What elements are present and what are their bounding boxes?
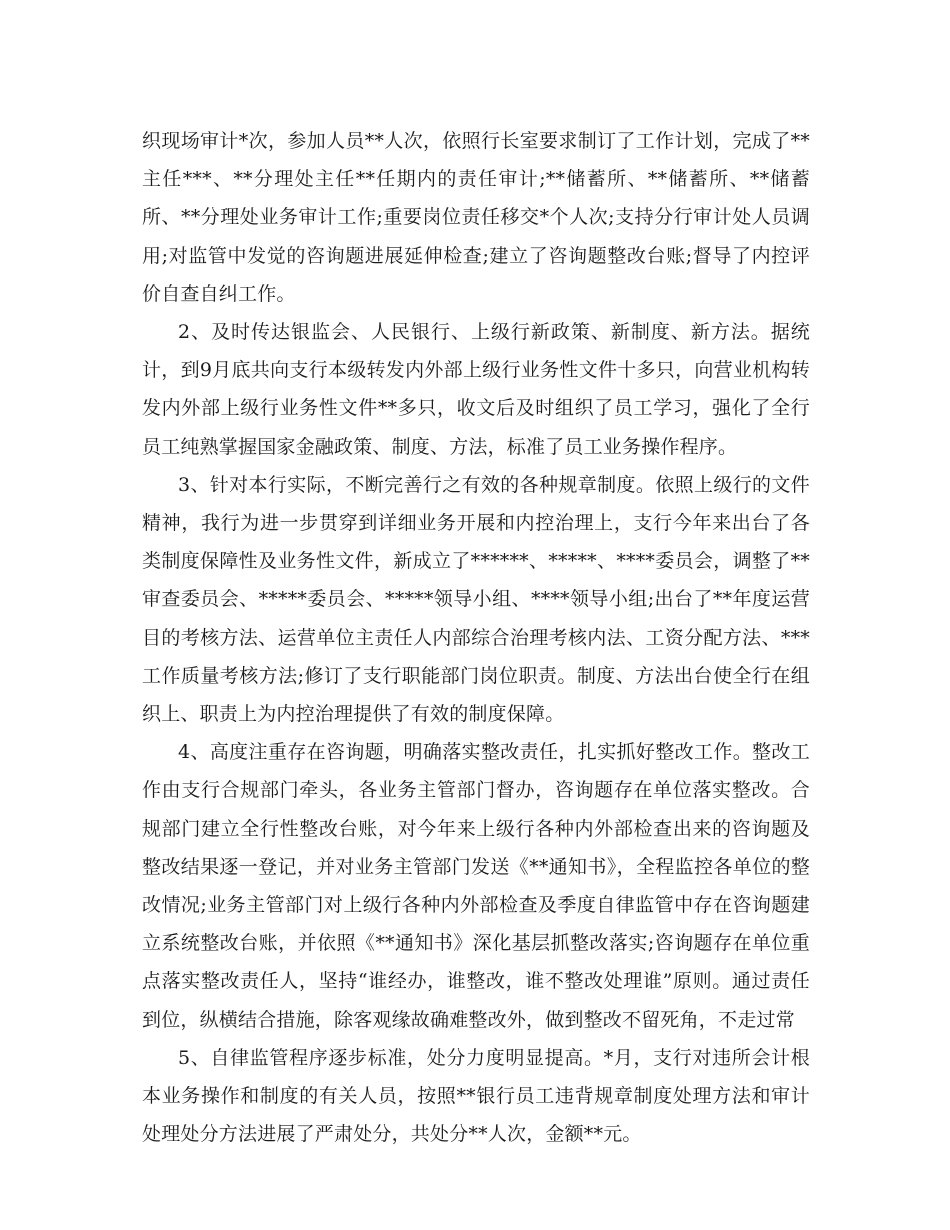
paragraph-2: 2、及时传达银监会、人民银行、上级行新政策、新制度、新方法。据统计，到9月底共向支行本级转发内外部上级行业务性文件十多只，向营业机构转发内外部上级行业务性文件**多只，收文后及时组织了员工学习，强化了全行员工纯熟掌握国家金融政策、制度、方法，标准了员工业务操作程序。 xyxy=(142,321,810,458)
document-body xyxy=(142,122,810,1153)
paragraph-5: 5、自律监管程序逐步标准，处分力度明显提高。*月，支行对违所会计根本业务操作和制度的有关人员，按照**银行员工违背规章制度处理方法和审计处理处分方法进展了严肃处分，共处分**人次，金额**元。 xyxy=(142,1046,810,1146)
paragraph-4: 4、高度注重存在咨询题，明确落实整改责任，扎实抓好整改工作。整改工作由支行合规部门牵头，各业务主管部门督办，咨询题存在单位落实整改。合规部门建立全行性整改台账，对今年来上级行各种内外部检查出来的咨询题及整改结果逐一登记，并对业务主管部门发送《**通知书》，全程监控各单位的整改情况;业务主管部门对上级行各种内外部检查及季度自律监管中存在咨询题建立系统整改台账，并依照《**通知书》深化基层抓整改落实;咨询题存在单位重点落实整改责任人，坚持“谁经办，谁整改，谁不整改处理谁”原则。通过责任到位，纵横结合措施，除客观缘故确难整改外，做到整改不留死角，不走过常 xyxy=(142,741,810,1031)
paragraph-3: 3、针对本行实际，不断完善行之有效的各种规章制度。依照上级行的文件精神，我行为进一步贯穿到详细业务开展和内控治理上，支行今年来出台了各类制度保障性及业务性文件，新成立了******、*****、****委员会，调整了**审查委员会、*****委员会、*****领导小组、****领导小组;出台了**年度运营目的考核方法、运营单位主责任人内部综合治理考核内法、工资分配方法、***工作质量考核方法;修订了支行职能部门岗位职责。制度、方法出台使全行在组织上、职责上为内控治理提供了有效的制度保障。 xyxy=(142,473,810,726)
paragraph-1: 织现场审计*次，参加人员**人次，依照行长室要求制订了工作计划，完成了**主任***、**分理处主任**任期内的责任审计;**储蓄所、**储蓄所、**储蓄所、**分理处业务审计工作;重要岗位责任移交*个人次;支持分行审计处人员调用;对监管中发觉的咨询题进展延伸检查;建立了咨询题整改台账;督导了内控评价自查自纠工作。 xyxy=(142,130,810,305)
